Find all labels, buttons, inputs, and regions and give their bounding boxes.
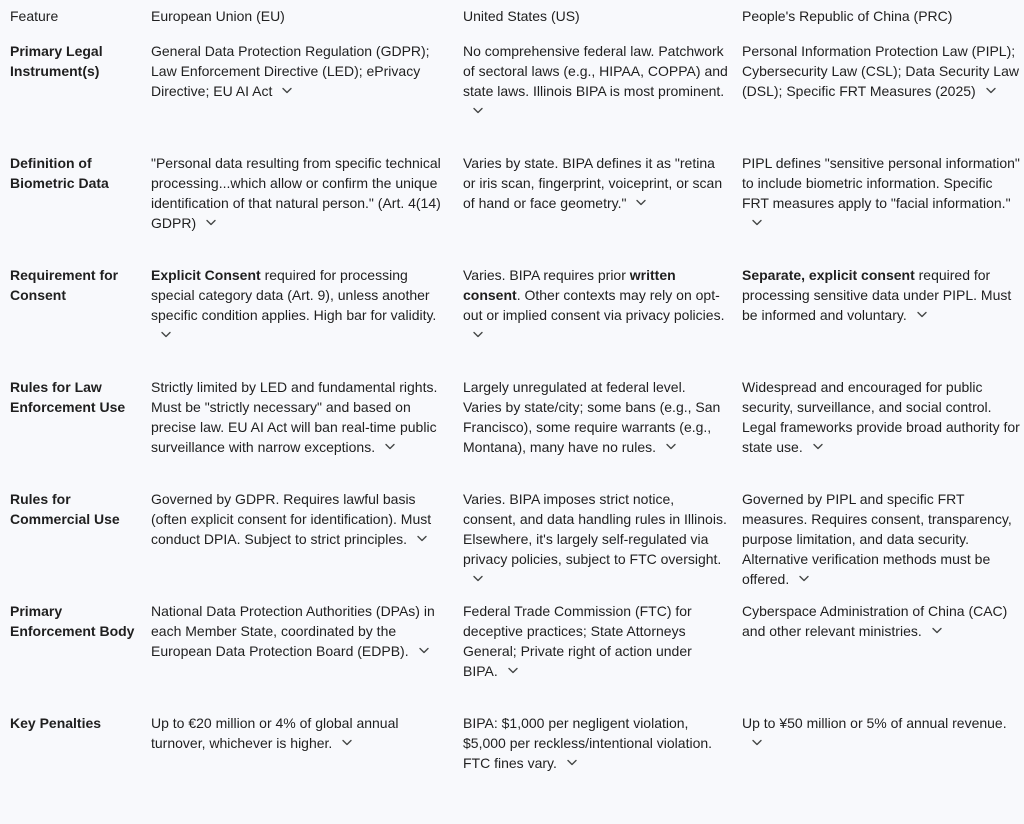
cell-us [453, 592, 732, 704]
cell-us [453, 704, 732, 784]
table-row [0, 256, 1024, 368]
table-row [0, 480, 1024, 592]
header-eu: European Union (EU) [151, 8, 285, 24]
chevron-down-icon[interactable] [336, 735, 358, 751]
cell-text: General Data Protection Regulation (GDPR); Law Enforcement Directive (LED); ePrivacy Directive; EU AI Act [151, 43, 430, 99]
cell-text: Varies by state. BIPA defines it as "retina or iris scan, fingerprint, voiceprint, or scan of hand or face geometry." [463, 155, 723, 211]
cell-text: Varies. BIPA requires prior [463, 267, 630, 283]
cell-text: Widespread and encouraged for public security, surveillance, and social control. Legal frameworks provide broad authority for state use. [742, 379, 1020, 455]
cell-text: PIPL defines "sensitive personal information" to include biometric information. Specific FRT measures apply to "facial information." [742, 155, 1020, 211]
cell-text: Varies. BIPA imposes strict notice, consent, and data handling rules in Illinois. Elsewhere, it's largely self-regulated via privacy policies, subject to FTC oversight. [463, 491, 727, 567]
chevron-down-icon[interactable] [926, 623, 948, 639]
chevron-down-icon[interactable] [467, 103, 489, 119]
cell-us [453, 368, 732, 480]
cell-eu [141, 256, 453, 368]
chevron-down-icon[interactable] [411, 531, 433, 547]
cell-text-bold: Explicit Consent [151, 267, 261, 283]
header-feature: Feature [10, 8, 59, 24]
cell-text: Governed by PIPL and specific FRT measures. Requires consent, transparency, purpose limitation, and data security. Alternative verification methods must be offered. [742, 491, 1012, 587]
cell-prc [732, 256, 1024, 368]
cell-eu [141, 32, 453, 144]
cell-text-bold: written consent [463, 267, 676, 303]
chevron-down-icon[interactable] [413, 643, 435, 659]
chevron-down-icon[interactable] [276, 83, 298, 99]
chevron-down-icon[interactable] [746, 215, 768, 231]
chevron-down-icon[interactable] [793, 571, 815, 587]
cell-text: Personal Information Protection Law (PIPL); Cybersecurity Law (CSL); Data Security Law (DSL); Specific FRT Measures (2025) [742, 43, 1019, 99]
chevron-down-icon[interactable] [980, 83, 1002, 99]
table-row [0, 704, 1024, 784]
chevron-down-icon[interactable] [660, 439, 682, 455]
row-feature-label: Rules for Commercial Use [10, 491, 120, 527]
cell-eu [141, 704, 453, 784]
chevron-down-icon[interactable] [561, 755, 583, 771]
cell-us [453, 32, 732, 144]
chevron-down-icon[interactable] [807, 439, 829, 455]
row-feature-label: Primary Legal Instrument(s) [10, 43, 103, 79]
cell-prc [732, 368, 1024, 480]
cell-text: required for processing special category data (Art. 9), unless another specific condition applies. High bar for validity. [151, 267, 437, 323]
cell-prc [732, 480, 1024, 592]
cell-text: "Personal data resulting from specific technical processing...which allow or confirm the unique identification of that natural person." (Art. 4(14) GDPR) [151, 155, 441, 231]
cell-text: Up to €20 million or 4% of global annual turnover, whichever is higher. [151, 715, 399, 751]
chevron-down-icon[interactable] [155, 327, 177, 343]
cell-text: Governed by GDPR. Requires lawful basis (often explicit consent for identification). Must conduct DPIA. Subject to strict principles. [151, 491, 432, 547]
cell-text: National Data Protection Authorities (DPAs) in each Member State, coordinated by the European Data Protection Board (EDPB). [151, 603, 435, 659]
row-feature-label: Requirement for Consent [10, 267, 119, 303]
header-us: United States (US) [463, 8, 580, 24]
chevron-down-icon[interactable] [467, 571, 489, 587]
cell-eu [141, 144, 453, 256]
header-prc: People's Republic of China (PRC) [742, 8, 953, 24]
chevron-down-icon[interactable] [467, 327, 489, 343]
cell-us [453, 256, 732, 368]
cell-text: Up to ¥50 million or 5% of annual revenue. [742, 715, 1007, 731]
chevron-down-icon[interactable] [200, 215, 222, 231]
row-feature-label: Definition of Biometric Data [10, 155, 109, 191]
row-feature-label: Key Penalties [10, 715, 102, 731]
cell-us [453, 480, 732, 592]
cell-prc [732, 32, 1024, 144]
cell-text: Largely unregulated at federal level. Varies by state/city; some bans (e.g., San Francisco), some require warrants (e.g., Montana), many have no rules. [463, 379, 721, 455]
cell-us [453, 144, 732, 256]
cell-text: required for processing sensitive data under PIPL. Must be informed and voluntary. [742, 267, 1012, 323]
cell-text: Cyberspace Administration of China (CAC) and other relevant ministries. [742, 603, 1008, 639]
cell-eu [141, 368, 453, 480]
cell-text: No comprehensive federal law. Patchwork of sectoral laws (e.g., HIPAA, COPPA) and state laws. Illinois BIPA is most prominent. [463, 43, 728, 99]
cell-text: . Other contexts may rely on opt-out or implied consent via privacy policies. [463, 287, 725, 323]
cell-text: BIPA: $1,000 per negligent violation, $5,000 per reckless/intentional violation. FTC fines vary. [463, 715, 713, 771]
table-header-row [0, 0, 1024, 32]
cell-eu [141, 592, 453, 704]
cell-prc [732, 144, 1024, 256]
cell-prc [732, 592, 1024, 704]
row-feature-label: Primary Enforcement Body [10, 603, 135, 639]
table-row [0, 32, 1024, 144]
cell-prc [732, 704, 1024, 784]
chevron-down-icon[interactable] [911, 307, 933, 323]
cell-text: Federal Trade Commission (FTC) for deceptive practices; State Attorneys General; Private right of action under BIPA. [463, 603, 692, 679]
chevron-down-icon[interactable] [379, 439, 401, 455]
chevron-down-icon[interactable] [630, 195, 652, 211]
cell-text: Strictly limited by LED and fundamental rights. Must be "strictly necessary" and based on precise law. EU AI Act will ban real-time public surveillance with narrow exceptions. [151, 379, 438, 455]
table-row [0, 144, 1024, 256]
chevron-down-icon[interactable] [746, 735, 768, 751]
table-row [0, 368, 1024, 480]
cell-eu [141, 480, 453, 592]
table-row [0, 592, 1024, 704]
row-feature-label: Rules for Law Enforcement Use [10, 379, 126, 415]
cell-text-bold: Separate, explicit consent [742, 267, 915, 283]
chevron-down-icon[interactable] [502, 663, 524, 679]
